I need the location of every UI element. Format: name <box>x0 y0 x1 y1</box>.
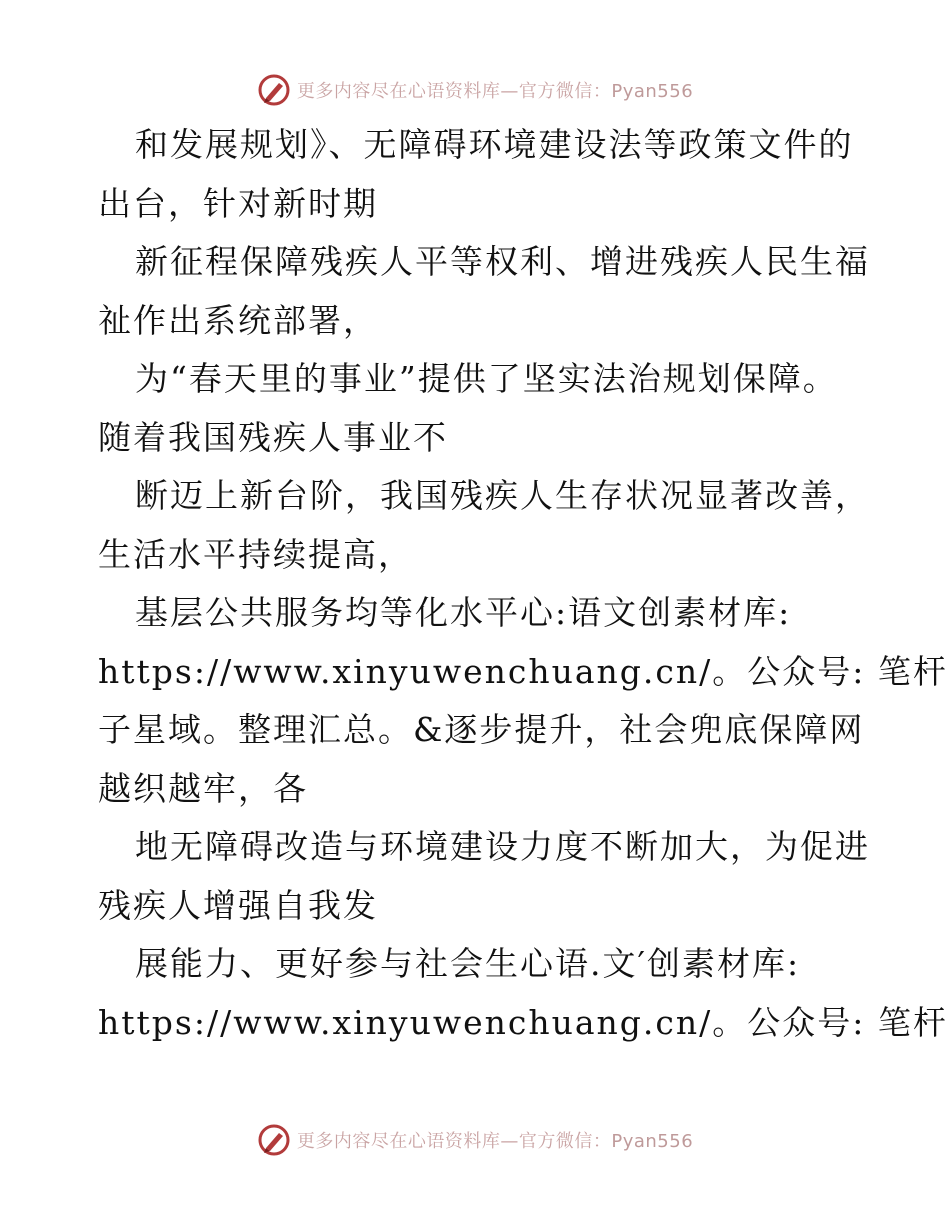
document-body <box>98 116 948 1052</box>
text-line: 和发展规划》、无障碍环境建设法等政策文件的 <box>135 125 854 164</box>
text-line: 基层公共服务均等化水平心:语文创素材库: <box>135 593 792 632</box>
page-footer <box>0 1120 950 1160</box>
text-line: 展能力、更好参与社会生心语.文′创素材库: <box>135 944 801 983</box>
text-line: 为“春天里的事业”提供了坚实法治规划保障。 <box>135 359 838 398</box>
text-line: 越织越牢，各 <box>98 768 308 808</box>
footer-wechat-id: Pyan556 <box>611 1131 694 1152</box>
text-line: https://www.xinyuwenchuang.cn/。公众号: 笔杆 <box>98 651 948 691</box>
page-header <box>0 70 950 110</box>
footer-banner-text: 更多内容尽在心语资料库—官方微信：Pyan556 <box>296 1131 694 1152</box>
text-line: 子星域。整理汇总。&逐步提升，社会兜底保障网 <box>98 710 865 749</box>
text-line: 断迈上新台阶，我国残疾人生存状况显著改善， <box>135 476 870 515</box>
text-line: 地无障碍改造与环境建设力度不断加大，为促进 <box>135 827 870 866</box>
text-line: https://www.xinyuwenchuang.cn/。公众号: 笔杆 <box>98 1002 948 1042</box>
header-wechat-id: Pyan556 <box>611 81 694 102</box>
text-line: 生活水平持续提高， <box>98 534 413 574</box>
pen-logo-icon <box>257 73 291 107</box>
header-banner[interactable] <box>257 73 693 107</box>
text-line: 祉作出系统部署， <box>98 300 378 340</box>
footer-banner[interactable] <box>257 1123 693 1157</box>
text-line: 出台，针对新时期 <box>98 183 378 223</box>
pen-logo-icon <box>257 1123 291 1157</box>
text-line: 随着我国残疾人事业不 <box>98 417 448 457</box>
body-text <box>98 116 948 1052</box>
text-line: 新征程保障残疾人平等权利、增进残疾人民生福 <box>135 242 870 281</box>
text-line: 残疾人增强自我发 <box>98 885 378 925</box>
header-banner-text: 更多内容尽在心语资料库—官方微信：Pyan556 <box>296 81 694 102</box>
